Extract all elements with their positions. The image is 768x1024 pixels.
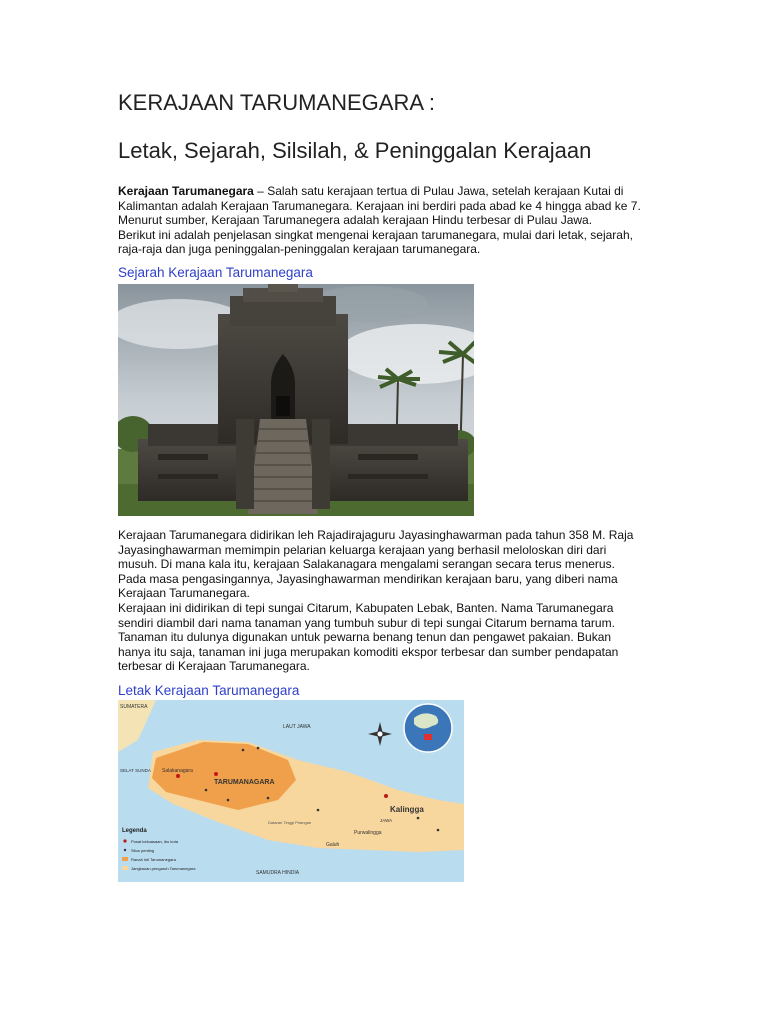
section-heading-letak: Letak Kerajaan Tarumanegara bbox=[118, 683, 300, 698]
intro-bold-term: Kerajaan Tarumanegara bbox=[118, 184, 254, 198]
intro-line: Salah satu kerajaan tertua di Pulau Jawa, setelah kerajaan Kutai di bbox=[267, 184, 624, 198]
legend-item: Pusat kekuasaan, ibu kota bbox=[131, 839, 178, 844]
legend-item: Jangkauan pengaruh Tarumanegara bbox=[131, 866, 196, 871]
map-label-selat-sunda: SELAT SUNDA bbox=[120, 768, 151, 773]
map-label-sumatera: SUMATERA bbox=[120, 704, 148, 710]
map-label-dataran: Dataran Tinggi Priangan bbox=[268, 820, 312, 825]
temple-photo bbox=[118, 284, 474, 516]
map-label-kalingga: Kalingga bbox=[390, 805, 424, 814]
sejarah-line: Kerajaan Tarumanegara. bbox=[118, 586, 250, 601]
map-label-samudra-hindia: SAMUDRA HINDIA bbox=[256, 870, 300, 876]
sejarah-line: Kerajaan Tarumanegara didirikan leh Rajadirajaguru Jayasinghawarman pada tahun 358 M. Raja bbox=[118, 528, 634, 542]
legend-item: Ranah inti Tarumanegara bbox=[131, 857, 176, 862]
intro-line: raja-raja dan juga peninggalan-peninggalan kerajaan tarumanegara. bbox=[118, 242, 481, 257]
map-label-salakanagara: Salakanagara bbox=[162, 768, 193, 774]
sejarah-line: musuh. Di mana kala itu, kerajaan Salakanagara mengalami serangan secara terus menerus. bbox=[118, 557, 615, 572]
sejarah-line: Jayasinghawarman memimpin pelarian keluarga kerajaan yang berhasil meloloskan diri dari bbox=[118, 542, 607, 557]
sejarah-line: Kerajaan ini didirikan di tepi sungai Citarum, Kabupaten Lebak, Banten. Nama Tarumanegara bbox=[118, 600, 614, 615]
intro-line: Berikut ini adalah penjelasan singkat mengenai kerajaan tarumanegara, mulai dari letak, sejarah, bbox=[118, 227, 633, 242]
sejarah-line: terbesar di Kerajaan Tarumanegara. bbox=[118, 659, 310, 674]
sejarah-line: Pada masa pengasingannya, Jayasinghawarman mendirikan kerajaan baru, yang diberi nama bbox=[118, 571, 618, 586]
page-title: KERAJAAN TARUMANEGARA : bbox=[118, 90, 436, 115]
intro-line: Kalimantan adalah Kerajaan Tarumanegara. Kerajaan ini berdiri pada abad ke 4 hingga abad ke 7. bbox=[118, 198, 641, 213]
kingdom-map bbox=[118, 700, 464, 882]
globe-inset-icon bbox=[404, 704, 452, 752]
map-label-galuh: Galuh bbox=[326, 842, 340, 848]
sejarah-line: hanya itu saja, tanaman ini juga merupakan komoditi ekspor terbesar dan sumber pendapatan bbox=[118, 644, 619, 659]
map-label-laut-jawa: LAUT JAWA bbox=[283, 724, 311, 730]
legend-title: Legenda bbox=[122, 828, 147, 834]
map-label-purwalingga: Purwalingga bbox=[354, 830, 382, 836]
legend-item: Situs penting bbox=[131, 848, 155, 853]
sejarah-line: sendiri diambil dari nama tanaman yang tumbuh subur di tepi sungai Citarum bernama tarum. bbox=[118, 615, 615, 630]
section-heading-sejarah: Sejarah Kerajaan Tarumanegara bbox=[118, 265, 313, 280]
map-label-jawa: JAWA bbox=[380, 818, 393, 823]
intro-dash: – bbox=[253, 184, 268, 198]
page-subtitle: Letak, Sejarah, Silsilah, & Peninggalan Kerajaan bbox=[118, 138, 592, 163]
intro-paragraph bbox=[118, 184, 663, 257]
sejarah-paragraph bbox=[118, 528, 663, 674]
intro-line: Menurut sumber, Kerajaan Tarumanegera adalah kerajaan Hindu terbesar di Pulau Jawa. bbox=[118, 213, 593, 228]
map-label-tarumanagara: TARUMANAGARA bbox=[214, 779, 275, 786]
sejarah-line: Tanaman itu dulunya digunakan untuk pewarna benang tenun dan pengawet pakaian. Bukan bbox=[118, 630, 612, 645]
